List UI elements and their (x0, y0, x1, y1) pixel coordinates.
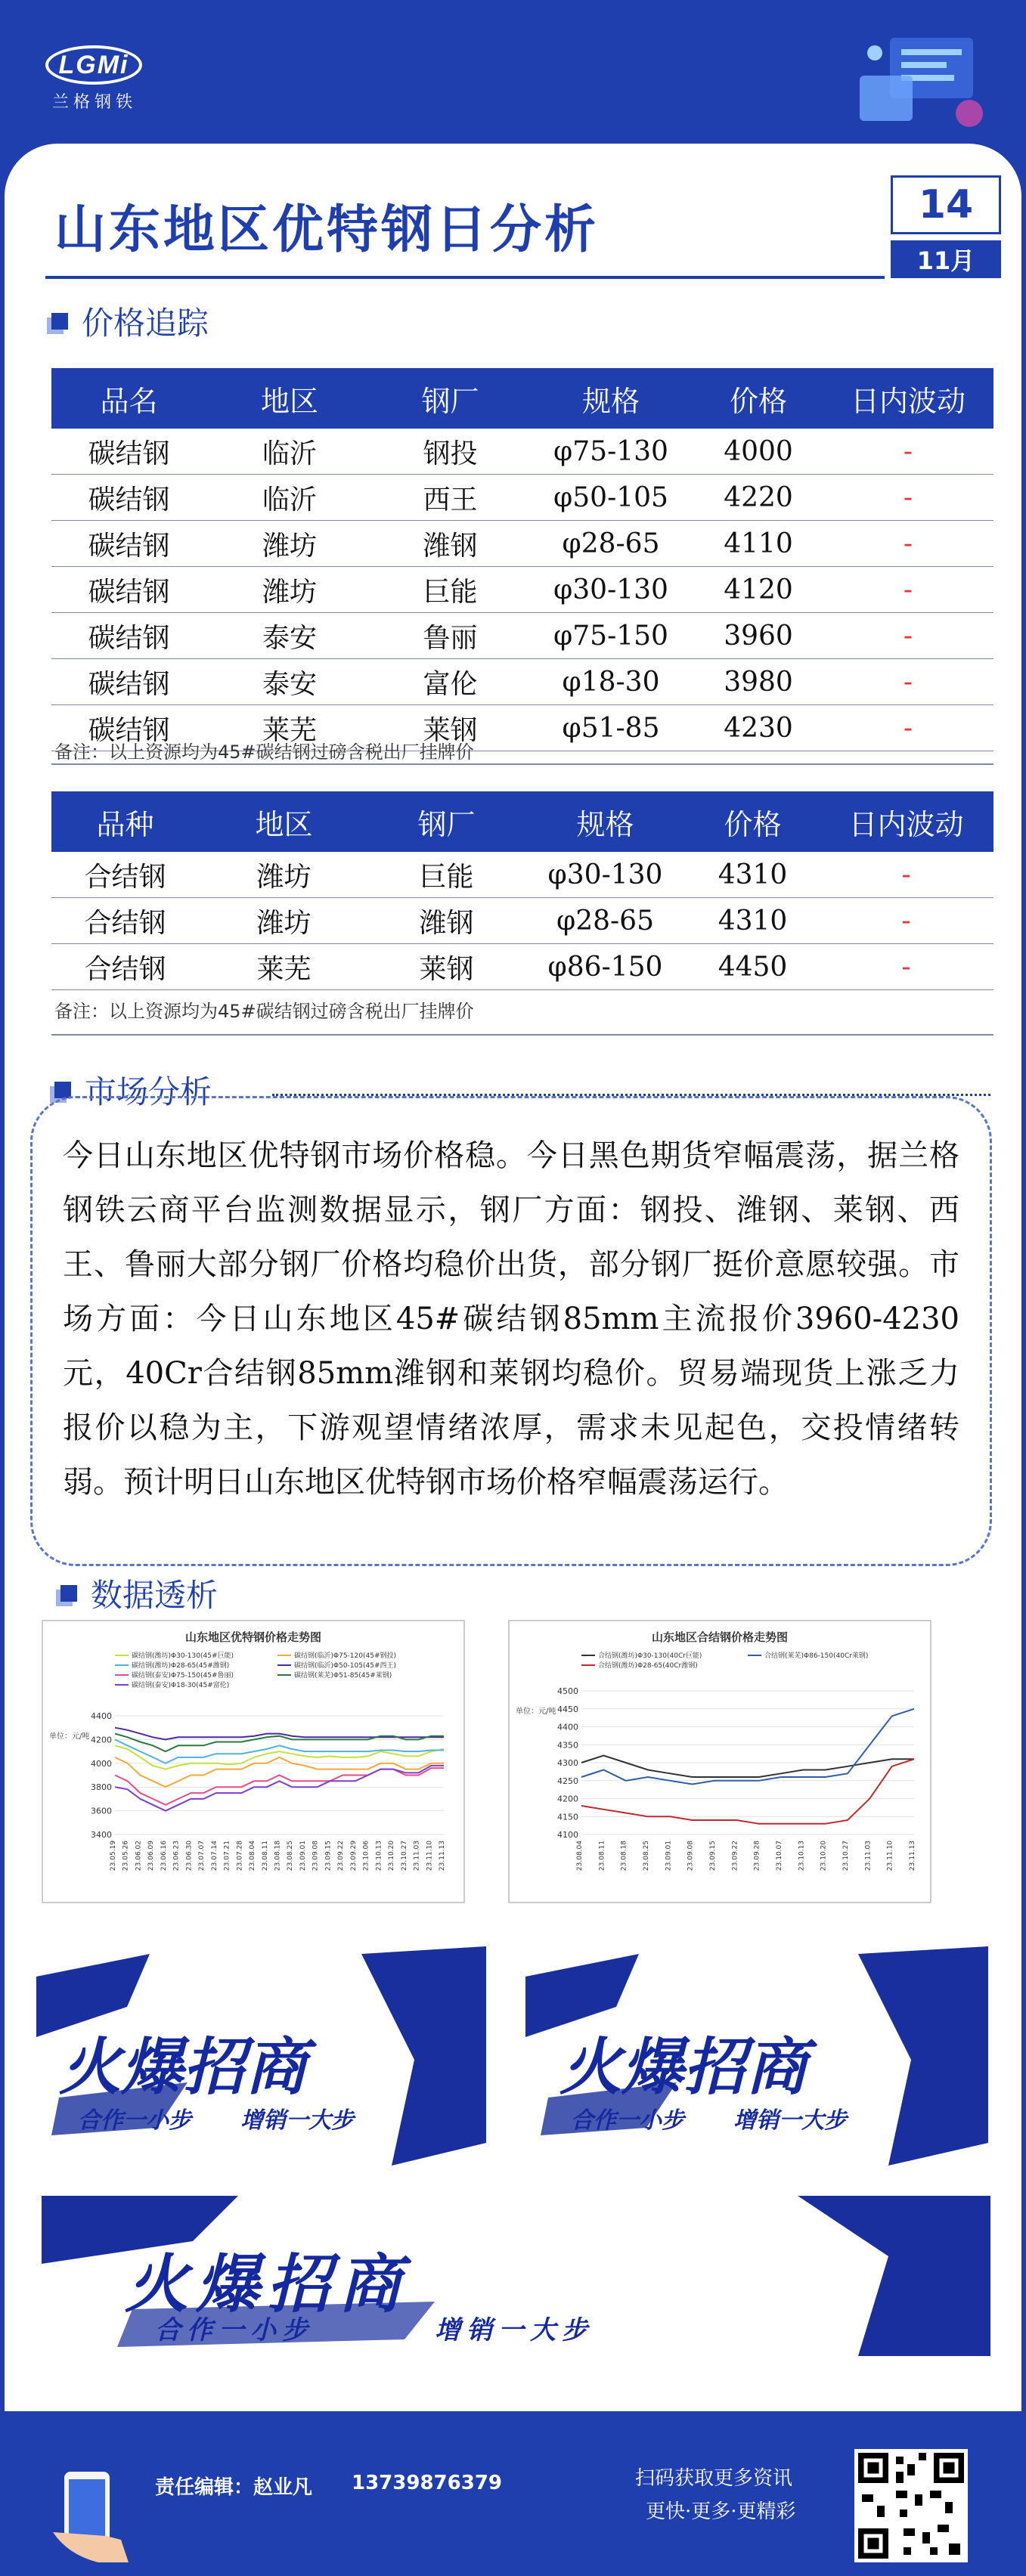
x-tick-label: 23.09.22 (731, 1841, 739, 1872)
x-tick-label: 23.10.06 (362, 1841, 370, 1872)
section-title: 价格追踪 (82, 305, 209, 342)
x-tick-label: 23.05.19 (110, 1841, 117, 1872)
y-tick-label: 4350 (557, 1740, 578, 1751)
table-cell: 4310 (687, 898, 819, 944)
table-row (51, 659, 993, 705)
table-cell: 泰安 (206, 613, 373, 659)
x-tick-label: 23.06.09 (147, 1841, 156, 1872)
series-line (581, 1759, 914, 1824)
legend-label: 合结钢(潍坊)Φ28-65(40Cr潍钢) (598, 1662, 698, 1670)
tech-illustration-icon (845, 23, 996, 151)
table-row (51, 429, 993, 475)
y-axis-label: 单位：元/吨 (516, 1708, 556, 1716)
table-cell: φ18-30 (528, 659, 694, 705)
col-header: 钢厂 (373, 368, 528, 429)
x-tick-label: 23.09.01 (299, 1841, 307, 1872)
legend-label: 碳结钢(泰安)Φ18-30(45#富伦) (132, 1682, 230, 1689)
section-title: 数据透析 (91, 1577, 219, 1614)
table-cell: 4450 (687, 944, 819, 990)
market-analysis-box (30, 1096, 992, 1566)
table-cell: 莱芜 (206, 705, 373, 751)
table-cell: 碳结钢 (51, 705, 206, 751)
x-tick-label: 23.07.28 (236, 1841, 244, 1872)
table-cell: 西王 (373, 475, 528, 521)
banner-sub-right: 增销一大步 (435, 2315, 594, 2345)
y-tick-label: 4100 (557, 1830, 578, 1840)
x-tick-label: 23.10.20 (820, 1841, 828, 1872)
table-cell: 巨能 (369, 852, 524, 898)
editor-phone[interactable]: 13739876379 (352, 2472, 502, 2494)
table-cell: φ28-65 (524, 898, 687, 944)
carbon-steel-price-table (51, 368, 993, 751)
title-underline (45, 276, 885, 279)
table-cell: - (823, 705, 993, 751)
table-cell: 潍坊 (199, 852, 369, 898)
col-header: 钢厂 (369, 791, 524, 852)
y-tick-label: 4500 (557, 1686, 578, 1696)
x-tick-label: 23.08.04 (249, 1841, 257, 1872)
banner-sub-left: 合作一小步 (78, 2107, 191, 2134)
y-tick-label: 3400 (91, 1830, 112, 1840)
table-cell: - (823, 613, 993, 659)
footer-bar (0, 2411, 1026, 2576)
table-cell: φ30-130 (528, 567, 694, 613)
table-cell: 潍钢 (369, 898, 524, 944)
x-tick-label: 23.08.18 (620, 1841, 628, 1872)
table-cell: 钢投 (373, 429, 528, 475)
footer-slogan: 更快·更多·更精彩 (646, 2500, 796, 2523)
recruit-banner-right[interactable] (525, 1946, 988, 2166)
y-axis-label: 单位：元/吨 (49, 1732, 90, 1741)
brand-logo (45, 45, 144, 113)
table-row (51, 567, 993, 613)
x-tick-label: 23.09.01 (665, 1841, 673, 1872)
table-cell: 合结钢 (51, 944, 199, 990)
y-tick-label: 4400 (91, 1711, 112, 1721)
y-tick-label: 4450 (557, 1704, 578, 1714)
y-tick-label: 4200 (91, 1735, 112, 1745)
x-tick-label: 23.07.21 (223, 1841, 231, 1872)
series-line (581, 1709, 914, 1785)
y-tick-label: 4200 (557, 1794, 578, 1804)
table-cell: 潍坊 (206, 567, 373, 613)
banner-title: 火爆招商 (559, 2032, 807, 2104)
table-note: 备注：以上资源均为45#碳结钢过磅含税出厂挂牌价 (54, 1001, 474, 1022)
col-header: 规格 (524, 791, 687, 852)
table-cell: 3960 (694, 613, 823, 659)
y-tick-label: 4250 (557, 1776, 578, 1786)
table-cell: - (819, 898, 993, 944)
table-cell: 莱钢 (369, 944, 524, 990)
table-cell: 碳结钢 (51, 429, 206, 475)
legend-label: 碳结钢(莱芜)Φ51-85(45#莱钢) (294, 1672, 392, 1680)
legend-label: 碳结钢(潍坊)Φ28-65(45#潍钢) (132, 1662, 230, 1670)
table-cell: 4000 (694, 429, 823, 475)
table-cell: 莱芜 (199, 944, 369, 990)
square-bullet-icon (60, 1585, 77, 1602)
table-cell: φ86-150 (524, 944, 687, 990)
x-tick-label: 23.06.30 (185, 1841, 194, 1872)
carbon-steel-trend-chart (42, 1620, 465, 1903)
banner-title: 火爆招商 (59, 2032, 307, 2104)
x-tick-label: 23.06.23 (172, 1841, 181, 1872)
analysis-text: 今日山东地区优特钢市场价格稳。今日黑色期货窄幅震荡，据兰格钢铁云商平台监测数据显示，钢厂方面：钢投、潍钢、莱钢、西王、鲁丽大部分钢厂价格均稳价出货，部分钢厂挺价意愿较强。市场方面：今日山东地区45#碳结钢85mm主流报价3960-4230元，40Cr合结钢85mm潍钢和莱钢均稳价。贸易端现货上涨乏力报价以稳为主，下游观望情绪浓厚，需求未见起色，交投情绪转弱。预计明日山东地区优特钢市场价格窄幅震荡运行。 (63, 1138, 959, 1500)
x-tick-label: 23.09.28 (753, 1841, 761, 1872)
legend-label: 碳结钢(临沂)Φ50-105(45#西王) (294, 1662, 397, 1670)
table-row (51, 613, 993, 659)
y-tick-label: 4000 (91, 1758, 112, 1769)
divider (51, 763, 993, 765)
x-tick-label: 23.05.26 (122, 1841, 130, 1872)
x-tick-label: 23.11.10 (886, 1841, 894, 1872)
table-cell: 4220 (694, 475, 823, 521)
table-cell: φ51-85 (528, 705, 694, 751)
table-cell: φ28-65 (528, 521, 694, 567)
table-cell: - (819, 852, 993, 898)
y-tick-label: 4400 (557, 1722, 578, 1732)
section-title: 市场分析 (85, 1073, 212, 1110)
recruit-banner-left[interactable] (36, 1946, 486, 2166)
banner-sub-right: 增销一大步 (240, 2107, 354, 2134)
section-price-heading (51, 299, 209, 344)
series-line (581, 1756, 914, 1778)
recruit-banner-wide[interactable] (42, 2196, 990, 2356)
table-cell: 潍坊 (199, 898, 369, 944)
x-tick-label: 23.10.27 (842, 1841, 850, 1872)
banner-sub-left: 合作一小步 (155, 2315, 314, 2345)
table-cell: 碳结钢 (51, 567, 206, 613)
table-cell: 泰安 (206, 659, 373, 705)
col-header: 日内波动 (819, 791, 993, 852)
table-cell: 富伦 (373, 659, 528, 705)
table-header-row (51, 368, 993, 429)
table-cell: 巨能 (373, 567, 528, 613)
table-cell: 碳结钢 (51, 659, 206, 705)
x-tick-label: 23.09.22 (337, 1841, 346, 1872)
table-cell: 4120 (694, 567, 823, 613)
table-cell: 潍钢 (373, 521, 528, 567)
alloy-steel-trend-chart (508, 1620, 931, 1903)
date-badge (891, 175, 1001, 280)
chart-plot (43, 1621, 463, 1902)
logo-name: 兰格钢铁 (51, 93, 137, 112)
chart-title: 山东地区优特钢价格走势图 (184, 1630, 321, 1644)
x-tick-label: 23.09.08 (687, 1841, 695, 1872)
x-tick-label: 23.09.15 (324, 1841, 333, 1872)
table-cell: φ30-130 (524, 852, 687, 898)
table-cell: φ75-150 (528, 613, 694, 659)
col-header: 地区 (199, 791, 369, 852)
x-tick-label: 23.07.14 (210, 1841, 219, 1872)
phone-hand-icon (45, 2464, 136, 2570)
table-cell: 3980 (694, 659, 823, 705)
table-cell: 合结钢 (51, 898, 199, 944)
banner-sub-right: 增销一大步 (733, 2107, 847, 2134)
table-row (51, 521, 993, 567)
date-day: 14 (891, 175, 1001, 234)
col-header: 品种 (51, 791, 199, 852)
legend-label: 碳结钢(临沂)Φ75-120(45#钢投) (294, 1652, 397, 1660)
x-tick-label: 23.09.08 (312, 1841, 320, 1872)
col-header: 价格 (687, 791, 819, 852)
x-tick-label: 23.10.20 (388, 1841, 396, 1872)
col-header: 地区 (206, 368, 373, 429)
x-tick-label: 23.08.25 (643, 1841, 650, 1872)
table-cell: - (823, 567, 993, 613)
table-cell: 4110 (694, 521, 823, 567)
legend-label: 合结钢(莱芜)Φ86-150(40Cr莱钢) (764, 1652, 869, 1660)
x-tick-label: 23.09.29 (349, 1841, 358, 1872)
x-tick-label: 23.08.11 (598, 1841, 606, 1872)
table-cell: 临沂 (206, 429, 373, 475)
x-tick-label: 23.08.25 (287, 1841, 295, 1872)
series-line (115, 1728, 444, 1740)
y-tick-label: 3800 (91, 1782, 112, 1793)
table-cell: 4310 (687, 852, 819, 898)
table-row (51, 944, 993, 990)
x-tick-label: 23.07.07 (198, 1841, 206, 1872)
x-tick-label: 23.08.18 (274, 1841, 282, 1872)
table-cell: - (823, 429, 993, 475)
banner-title: 火爆招商 (125, 2247, 410, 2321)
table-cell: 合结钢 (51, 852, 199, 898)
table-cell: 4230 (694, 705, 823, 751)
table-cell: φ75-130 (528, 429, 694, 475)
table-cell: 鲁丽 (373, 613, 528, 659)
x-tick-label: 23.09.15 (709, 1841, 717, 1872)
table-cell: φ50-105 (528, 475, 694, 521)
series-line (115, 1734, 444, 1752)
section-data-heading (60, 1571, 218, 1616)
chart-title: 山东地区合结钢价格走势图 (651, 1630, 788, 1644)
table-row (51, 898, 993, 944)
col-header: 价格 (694, 368, 823, 429)
table-cell: 碳结钢 (51, 613, 206, 659)
table-cell: 临沂 (206, 475, 373, 521)
x-tick-label: 23.11.03 (864, 1841, 873, 1872)
table-row (51, 475, 993, 521)
x-tick-label: 23.11.10 (426, 1841, 434, 1872)
x-tick-label: 23.11.03 (413, 1841, 421, 1872)
legend-label: 碳结钢(泰安)Φ75-150(45#鲁丽) (132, 1672, 234, 1680)
table-header-row (51, 791, 993, 852)
y-tick-label: 4300 (557, 1758, 578, 1768)
table-cell: - (823, 659, 993, 705)
x-tick-label: 23.06.16 (160, 1841, 168, 1872)
alloy-steel-price-table (51, 791, 993, 990)
table-cell: 潍坊 (206, 521, 373, 567)
scan-prompt: 扫码获取更多资讯 (635, 2467, 793, 2490)
series-line (115, 1757, 444, 1787)
col-header: 日内波动 (823, 368, 993, 429)
divider (51, 1034, 993, 1036)
chart-plot (510, 1621, 930, 1902)
legend-label: 碳结钢(潍坊)Φ30-130(45#巨能) (132, 1652, 234, 1660)
x-tick-label: 23.10.13 (798, 1841, 806, 1872)
table-note: 备注：以上资源均为45#碳结钢过磅含税出厂挂牌价 (54, 742, 474, 763)
x-tick-label: 23.11.13 (439, 1841, 446, 1872)
col-header: 品名 (51, 368, 206, 429)
table-cell: - (819, 944, 993, 990)
table-cell: 碳结钢 (51, 475, 206, 521)
banner-sub-left: 合作一小步 (571, 2107, 684, 2134)
x-tick-label: 23.06.02 (135, 1841, 143, 1872)
y-tick-label: 4150 (557, 1812, 578, 1822)
y-tick-label: 3600 (91, 1806, 112, 1816)
x-tick-label: 23.10.07 (776, 1841, 783, 1872)
table-row (51, 852, 993, 898)
table-cell: - (823, 521, 993, 567)
table-cell: 碳结钢 (51, 521, 206, 567)
legend-label: 合结钢(潍坊)Φ30-130(40Cr巨能) (598, 1652, 702, 1660)
x-tick-label: 23.08.11 (261, 1841, 269, 1872)
table-cell: - (823, 475, 993, 521)
x-tick-label: 23.10.13 (375, 1841, 383, 1872)
col-header: 规格 (528, 368, 694, 429)
editor-label: 责任编辑：赵业凡 (155, 2476, 313, 2499)
page-title: 山东地区优特钢日分析 (54, 200, 600, 260)
table-cell: 莱钢 (373, 705, 528, 751)
qr-code-icon[interactable] (854, 2449, 968, 2562)
date-month: 11月 (891, 240, 1001, 278)
x-tick-label: 23.10.27 (400, 1841, 408, 1872)
x-tick-label: 23.08.04 (576, 1841, 584, 1872)
square-bullet-icon (51, 313, 68, 330)
x-tick-label: 23.11.13 (909, 1841, 916, 1872)
logo-mark: LGMi (45, 45, 142, 85)
